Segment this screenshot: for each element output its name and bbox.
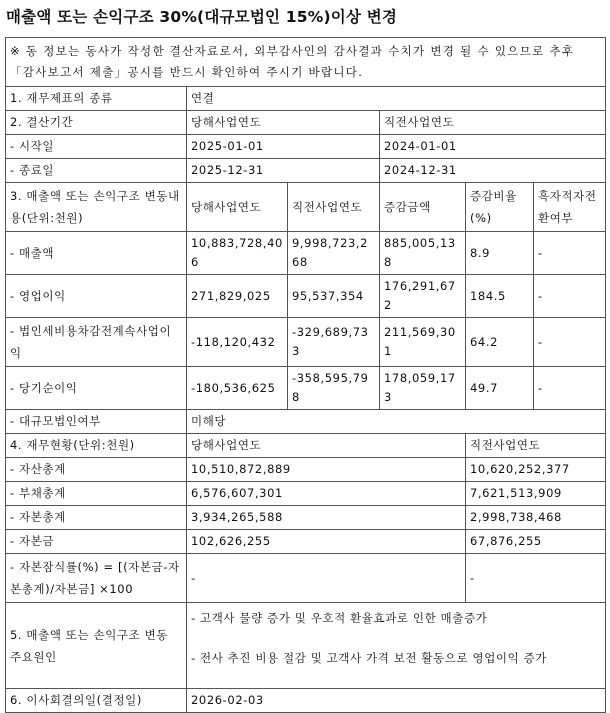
table-row [6, 135, 606, 159]
row-value: 미해당 [187, 410, 606, 434]
page-title: 매출액 또는 손익구조 30%(대규모법인 15%)이상 변경 [6, 8, 398, 26]
cell-value: 67,876,255 [466, 530, 606, 554]
row-label: - 매출액 [6, 232, 187, 275]
row-label: 3. 매출액 또는 손익구조 변동내용(단위:천원) [6, 183, 187, 232]
cell-value: 885,005,138 [380, 232, 466, 275]
column-header: 당해사업연도 [187, 434, 466, 458]
cell-value: -358,595,798 [288, 367, 380, 410]
cell-value: -329,689,733 [288, 318, 380, 367]
cell-value: - [534, 232, 606, 275]
cell-value: - [466, 554, 606, 603]
cell-value: - [187, 554, 466, 603]
table-row [6, 318, 606, 367]
column-header: 당해사업연도 [187, 111, 380, 135]
cell-value: -118,120,432 [187, 318, 288, 367]
table-row [6, 530, 606, 554]
column-header: 직전사업연도 [380, 111, 606, 135]
column-header: 증감비율(%) [466, 183, 534, 232]
cell-value: 6,576,607,301 [187, 482, 466, 506]
cell-value: 10,510,872,889 [187, 458, 466, 482]
table-row [6, 603, 606, 689]
row-label: - 자산총계 [6, 458, 187, 482]
row-label: - 자본잠식률(%) = [(자본금-자본총계)/자본금] ×100 [6, 554, 187, 603]
cause-line: - 전사 추진 비용 절감 및 고객사 가격 보전 활동으로 영업이익 증가 [191, 651, 547, 665]
row-value: 연결 [187, 87, 606, 111]
cell-value: 176,291,672 [380, 275, 466, 318]
table-row [6, 689, 606, 713]
row-label: 1. 재무제표의 종류 [6, 87, 187, 111]
cell-value: 64.2 [466, 318, 534, 367]
notice-text: ※ 동 정보는 동사가 작성한 결산자료로서, 외부감사인의 감사결과 수치가 변경 될 수 있으므로 추후 「감사보고서 제출」공시를 반드시 확인하여 주시기 바랍니다. [6, 38, 606, 87]
cell-value: 2025-12-31 [187, 159, 380, 183]
table-row [6, 410, 606, 434]
table-row [6, 275, 606, 318]
column-header: 증감금액 [380, 183, 466, 232]
row-label: - 법인세비용차감전계속사업이익 [6, 318, 187, 367]
cell-value: - [534, 275, 606, 318]
column-header: 흑자적자전환여부 [534, 183, 606, 232]
row-label: - 시작일 [6, 135, 187, 159]
row-label: - 영업이익 [6, 275, 187, 318]
table-row [6, 434, 606, 458]
row-label: - 자본금 [6, 530, 187, 554]
cell-value: 2025-01-01 [187, 135, 380, 159]
cell-value: 184.5 [466, 275, 534, 318]
cell-value: 2024-01-01 [380, 135, 606, 159]
table-row [6, 367, 606, 410]
cell-value: 102,626,255 [187, 530, 466, 554]
row-label: - 부채총계 [6, 482, 187, 506]
cell-value: 271,829,025 [187, 275, 288, 318]
disclosure-table [5, 37, 606, 713]
cell-value: 7,621,513,909 [466, 482, 606, 506]
table-row [6, 482, 606, 506]
cell-value: -180,536,625 [187, 367, 288, 410]
column-header: 직전사업연도 [466, 434, 606, 458]
cell-value: 49.7 [466, 367, 534, 410]
cell-value: 10,883,728,406 [187, 232, 288, 275]
table-row [6, 111, 606, 135]
notice-row [6, 38, 606, 87]
row-label: - 자본총계 [6, 506, 187, 530]
cell-value: 2024-12-31 [380, 159, 606, 183]
cell-value: 3,934,265,588 [187, 506, 466, 530]
row-label: 4. 재무현황(단위:천원) [6, 434, 187, 458]
row-label: - 당기순이익 [6, 367, 187, 410]
table-row [6, 232, 606, 275]
table-row [6, 554, 606, 603]
cell-value: 211,569,301 [380, 318, 466, 367]
row-label: 6. 이사회결의일(결정일) [6, 689, 187, 713]
cell-value: 9,998,723,268 [288, 232, 380, 275]
row-label: 5. 매출액 또는 손익구조 변동 주요원인 [6, 603, 187, 689]
table-row [6, 159, 606, 183]
cell-value: 2,998,738,468 [466, 506, 606, 530]
cell-value: 8.9 [466, 232, 534, 275]
table-row [6, 458, 606, 482]
row-label: 2. 결산기간 [6, 111, 187, 135]
table-row [6, 87, 606, 111]
row-label: - 대규모법인여부 [6, 410, 187, 434]
cell-value: - [534, 367, 606, 410]
cause-cell [187, 603, 606, 689]
row-label: - 종료일 [6, 159, 187, 183]
cell-value: 95,537,354 [288, 275, 380, 318]
column-header: 당해사업연도 [187, 183, 288, 232]
cell-value: 178,059,173 [380, 367, 466, 410]
table-row [6, 183, 606, 232]
table-row [6, 506, 606, 530]
cell-value: 10,620,252,377 [466, 458, 606, 482]
column-header: 직전사업연도 [288, 183, 380, 232]
cell-value: - [534, 318, 606, 367]
cause-line: - 고객사 물량 증가 및 우호적 환율효과로 인한 매출증가 [191, 611, 488, 625]
row-value: 2026-02-03 [187, 689, 606, 713]
